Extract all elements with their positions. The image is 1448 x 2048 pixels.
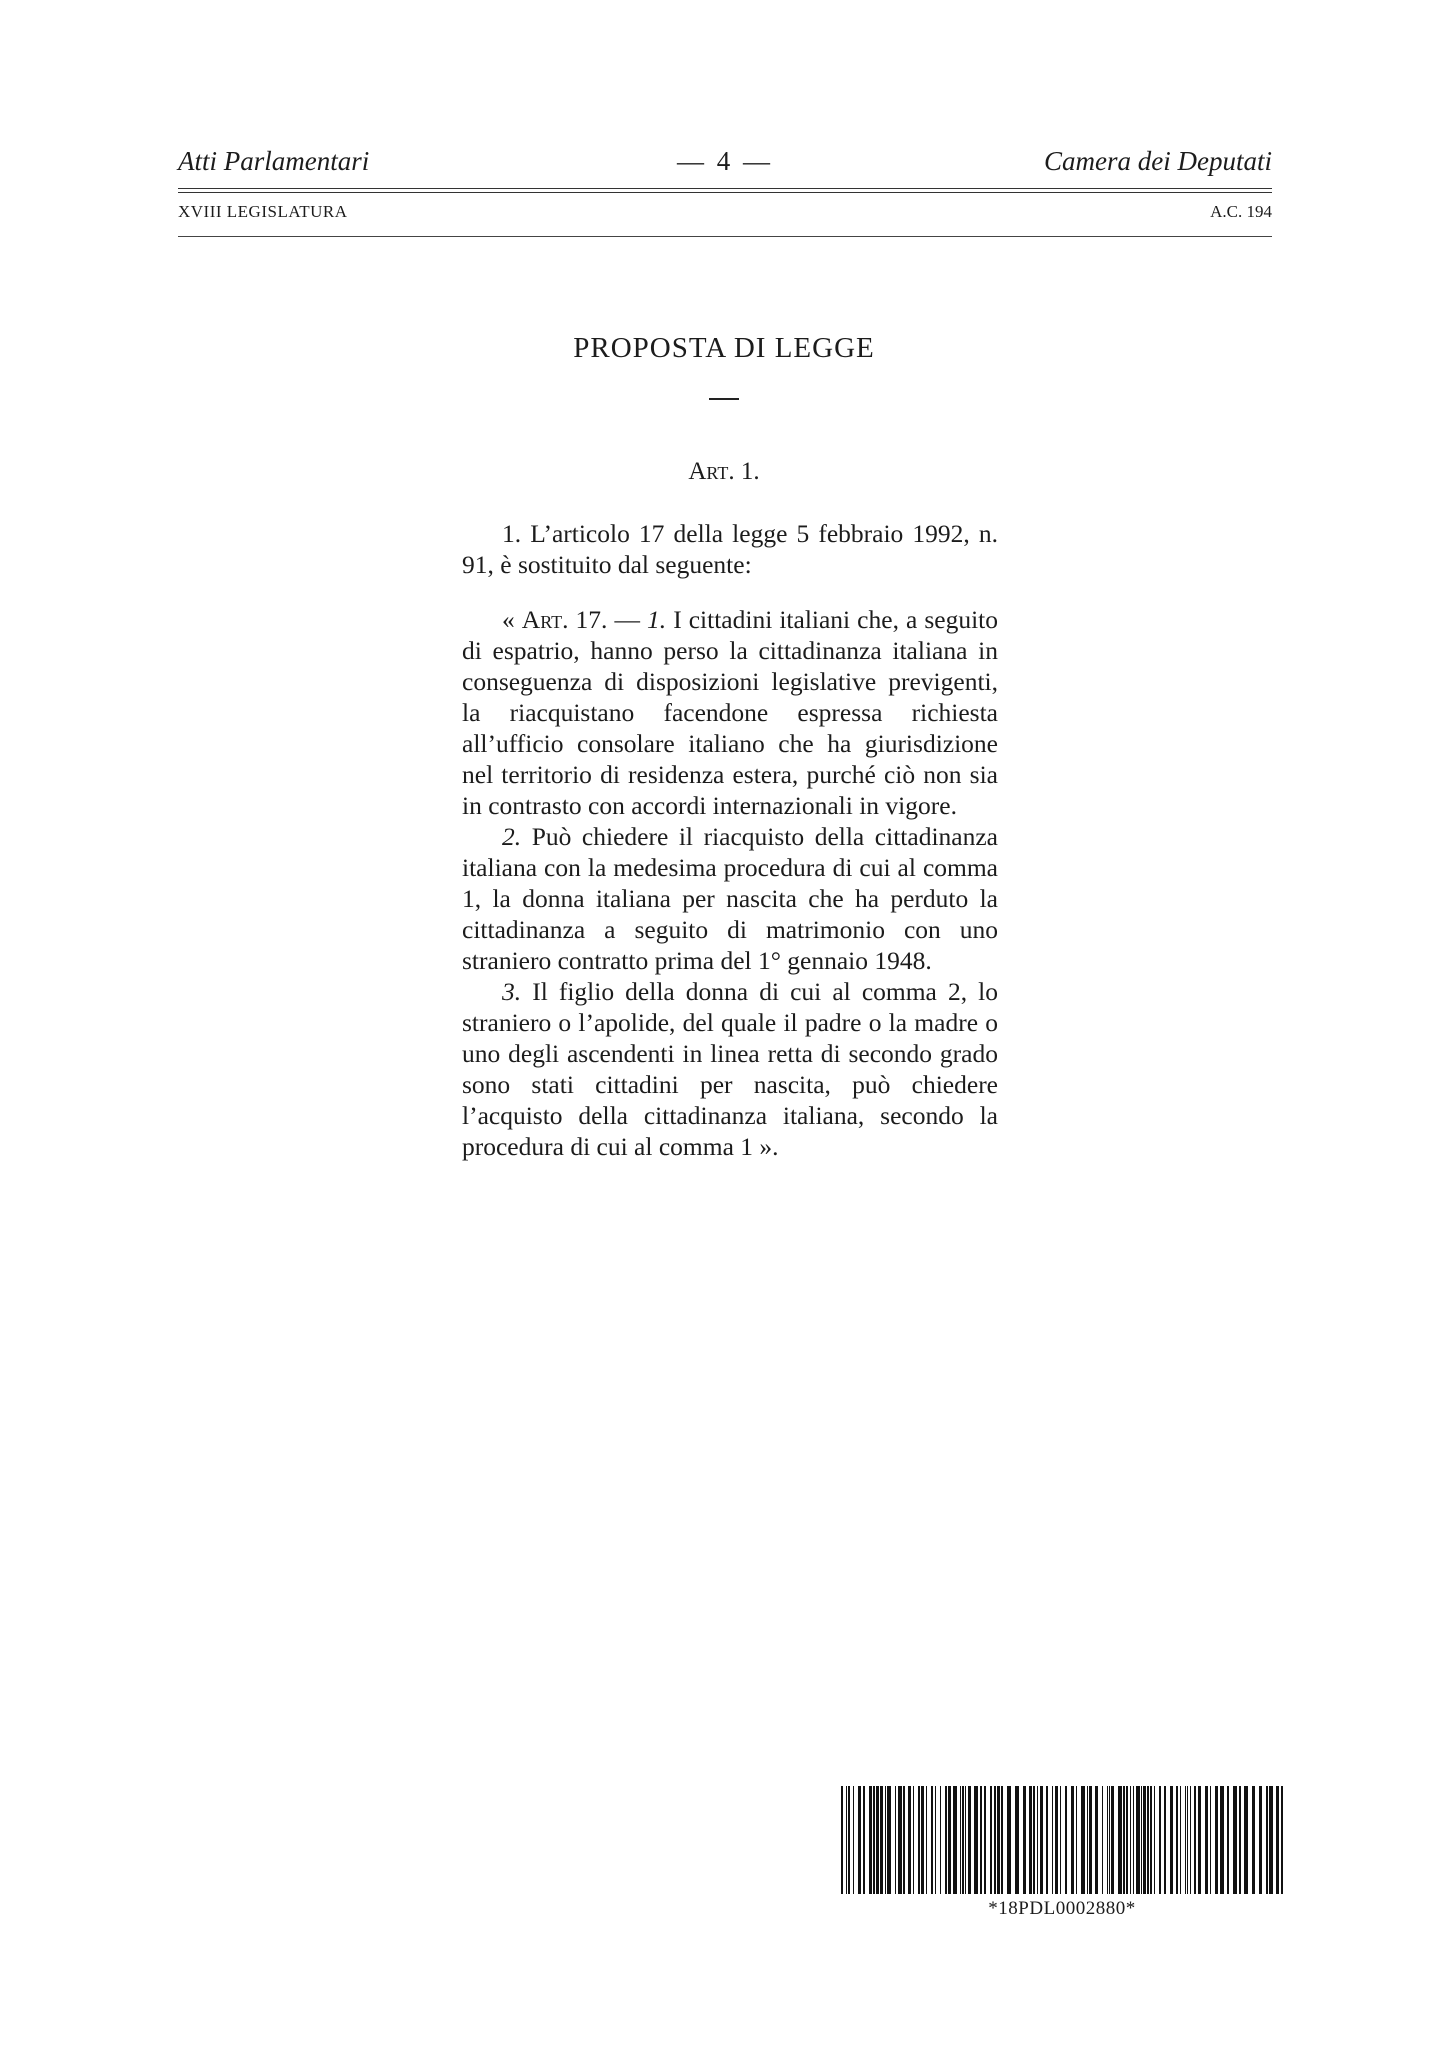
quoted-article-suffix: . 17. — xyxy=(562,605,648,634)
paragraph-1-text: 1. L’articolo 17 della legge 5 febbraio 1992, n. 91, è sostituito dal seguente: xyxy=(462,519,998,579)
title-dash xyxy=(709,398,739,400)
header-rule xyxy=(178,236,1272,237)
sub-header xyxy=(178,202,1272,228)
legislature-label: XVIII LEGISLATURA xyxy=(178,202,348,221)
article-heading-suffix: . 1. xyxy=(728,458,760,485)
replacement-text-block xyxy=(462,604,998,1162)
comma-2-number: 2. xyxy=(502,822,522,851)
comma-1 xyxy=(462,604,998,821)
header-left: Atti Parlamentari xyxy=(178,146,370,176)
comma-3-number: 3. xyxy=(502,977,522,1006)
article-paragraph-1 xyxy=(462,518,998,580)
comma-3 xyxy=(462,976,998,1162)
barcode-label: *18PDL0002880* xyxy=(988,1898,1136,1919)
quoted-article-prefix: Art xyxy=(521,605,563,634)
header-right: Camera dei Deputati xyxy=(1044,146,1272,176)
comma-1-number: 1. xyxy=(647,605,667,634)
barcode-bars xyxy=(841,1786,1283,1894)
quote-open: « xyxy=(502,605,522,634)
running-header xyxy=(178,146,1272,186)
article-heading-prefix: Art xyxy=(688,458,729,485)
document-title: PROPOSTA DI LEGGE xyxy=(573,332,875,364)
page-number: — 4 — xyxy=(677,146,773,176)
article-heading xyxy=(0,458,1448,486)
comma-1-text: I cittadini italiani che, a seguito di espatrio, hanno perso la cittadinanza italiana in conseguenza di disposizioni legislative previgenti, la riacquistano facendone espressa richiesta all’ufficio consolare italiano che ha giurisdizione nel territorio di residenza estera, purché ciò non sia in contrasto con accordi internazionali in vigore. xyxy=(462,605,999,820)
comma-3-text: Il figlio della donna di cui al comma 2, lo straniero o l’apolide, del quale il padre o la madre o uno degli ascendenti in linea retta di secondo grado sono stati cittadini per nascita, può chiedere l’acquisto della cittadinanza italiana, secondo la procedura di cui al comma 1 ». xyxy=(462,977,998,1161)
header-double-rule xyxy=(178,188,1272,193)
bill-number: A.C. 194 xyxy=(1210,202,1272,221)
comma-2-text: Può chiedere il riacquisto della cittadinanza italiana con la medesima procedura di cui al comma 1, la donna italiana per nascita che ha perduto la cittadinanza a seguito di matrimonio con uno straniero contratto prima del 1° gennaio 1948. xyxy=(462,822,998,975)
barcode-image xyxy=(841,1786,1283,1894)
comma-2 xyxy=(462,821,998,976)
